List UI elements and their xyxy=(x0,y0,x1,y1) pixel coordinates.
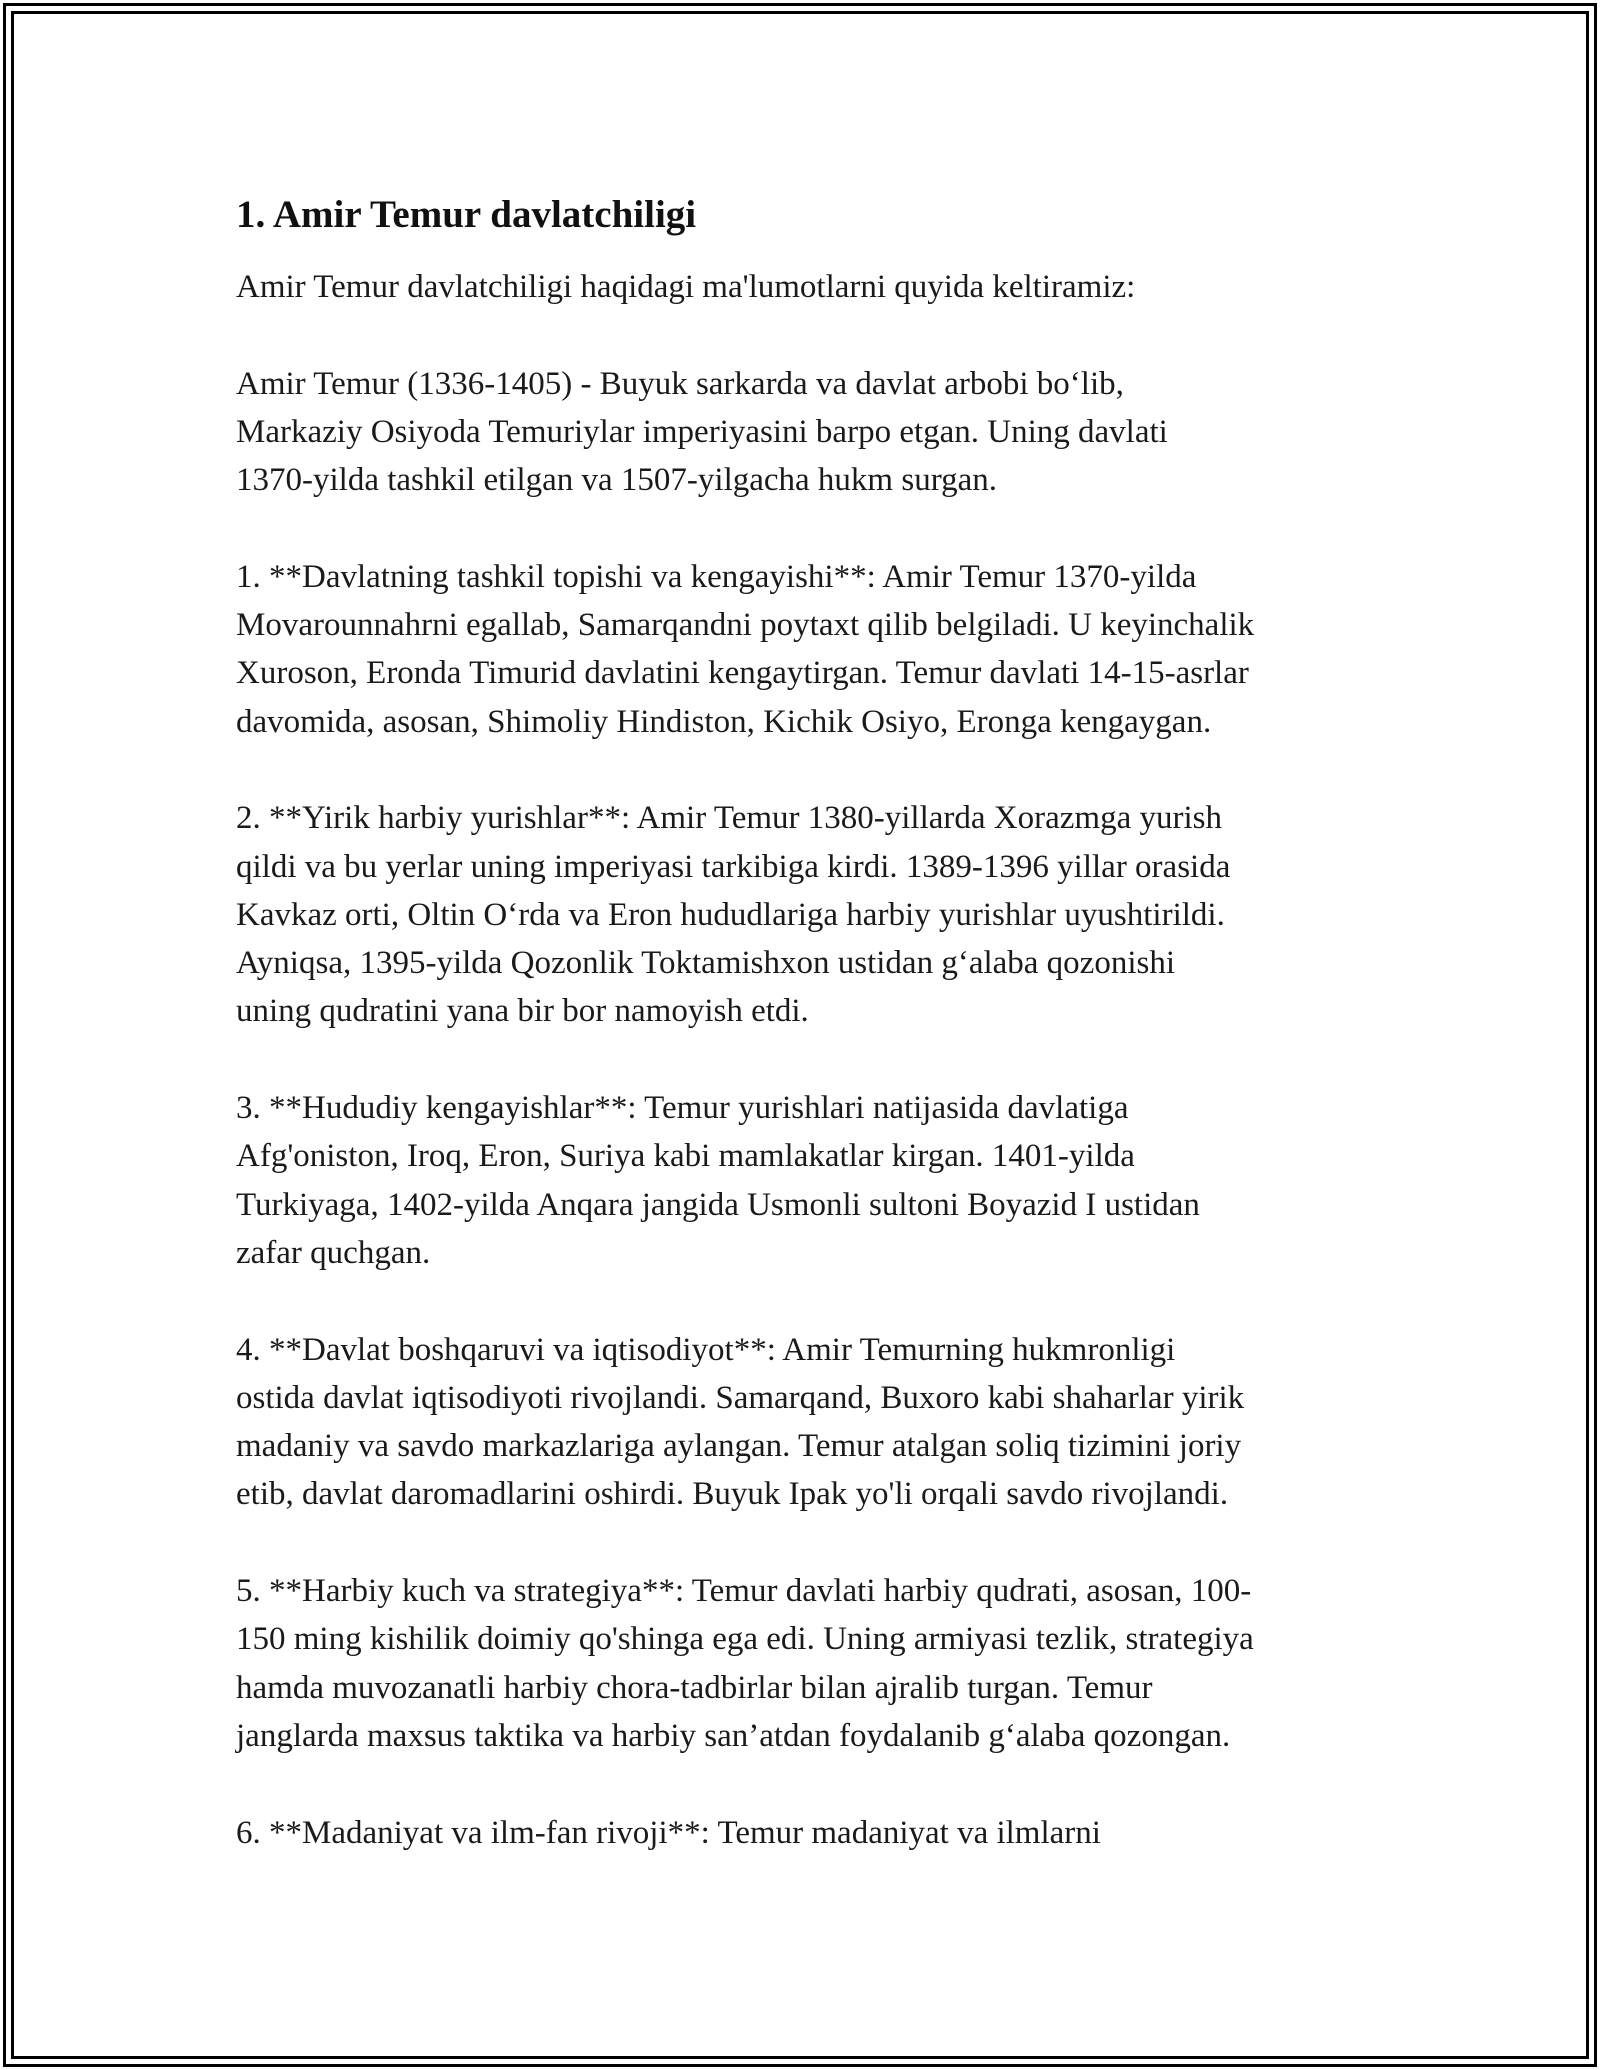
paragraph-line: hamda muvozanatli harbiy chora-tadbirlar bilan ajralib turgan. Temur xyxy=(236,1669,1153,1706)
paragraph-line: 2. **Yirik harbiy yurishlar**: Amir Temur 1380-yillarda Xorazmga yurish xyxy=(236,800,1222,837)
paragraph-line: davomida, asosan, Shimoliy Hindiston, Kichik Osiyo, Eronga kengaygan. xyxy=(236,703,1212,740)
paragraph-line: 5. **Harbiy kuch va strategiya**: Temur davlati harbiy qudrati, asosan, 100- xyxy=(236,1573,1252,1610)
paragraph-line: Amir Temur (1336-1405) - Buyuk sarkarda va davlat arbobi bo‘lib, xyxy=(236,365,1124,402)
paragraph-line: Markaziy Osiyoda Temuriylar imperiyasini barpo etgan. Uning davlati xyxy=(236,413,1168,450)
paragraph-line: uning qudratini yana bir bor namoyish etdi. xyxy=(236,993,809,1030)
paragraph-line: ostida davlat iqtisodiyoti rivojlandi. Samarqand, Buxoro kabi shaharlar yirik xyxy=(236,1379,1245,1416)
paragraph-line: etib, davlat daromadlarini oshirdi. Buyuk Ipak yo'li orqali savdo rivojlandi. xyxy=(236,1476,1229,1513)
paragraph-item-1 xyxy=(236,553,1376,746)
document-title: 1. Amir Temur davlatchiligi xyxy=(236,193,697,236)
paragraph-line: madaniy va savdo markazlariga aylangan. Temur atalgan soliq tizimini joriy xyxy=(236,1428,1242,1465)
paragraph-item-3 xyxy=(236,1084,1376,1277)
paragraph-line: 1. **Davlatning tashkil topishi va kengayishi**: Amir Temur 1370-yilda xyxy=(236,558,1197,595)
paragraph-line: Ayniqsa, 1395-yilda Qozonlik Toktamishxon ustidan g‘alaba qozonishi xyxy=(236,945,1176,982)
paragraph-line: Kavkaz orti, Oltin O‘rda va Eron hududlariga harbiy yurishlar uyushtirildi. xyxy=(236,896,1225,933)
document-body xyxy=(236,185,1376,1905)
paragraph-line: 3. **Hududiy kengayishlar**: Temur yurishlari natijasida davlatiga xyxy=(236,1090,1129,1127)
paragraph-line: janglarda maxsus taktika va harbiy san’atdan foydalanib g‘alaba qozongan. xyxy=(236,1717,1231,1754)
paragraph-line: 150 ming kishilik doimiy qo'shinga ega edi. Uning armiyasi tezlik, strategiya xyxy=(236,1621,1254,1658)
intro-paragraph: Amir Temur davlatchiligi haqidagi ma'lumotlarni quyida keltiramiz: xyxy=(236,269,1136,305)
paragraph-line: 4. **Davlat boshqaruvi va iqtisodiyot**: Amir Temurning hukmronligi xyxy=(236,1331,1176,1368)
paragraph-item-5 xyxy=(236,1567,1376,1760)
paragraph-line: 6. **Madaniyat va ilm-fan rivoji**: Temur madaniyat va ilmlarni xyxy=(236,1814,1101,1851)
paragraph-line: Movarounnahrni egallab, Samarqandni poytaxt qilib belgiladi. U keyinchalik xyxy=(236,607,1255,644)
paragraph-item-6 xyxy=(236,1809,1376,1857)
paragraph-line: 1370-yilda tashkil etilgan va 1507-yilgacha hukm surgan. xyxy=(236,462,997,499)
paragraph-overview xyxy=(236,360,1376,505)
paragraph-line: zafar quchgan. xyxy=(236,1234,431,1271)
paragraph-line: Afg'oniston, Iroq, Eron, Suriya kabi mamlakatlar kirgan. 1401-yilda xyxy=(236,1138,1135,1175)
paragraph-item-4 xyxy=(236,1326,1376,1519)
paragraph-line: qildi va bu yerlar uning imperiyasi tarkibiga kirdi. 1389-1396 yillar orasida xyxy=(236,848,1231,885)
paragraph-line: Xuroson, Eronda Timurid davlatini kengaytirgan. Temur davlati 14-15-asrlar xyxy=(236,655,1249,692)
paragraph-item-2 xyxy=(236,794,1376,1035)
paragraph-line: Turkiyaga, 1402-yilda Anqara jangida Usmonli sultoni Boyazid I ustidan xyxy=(236,1186,1200,1223)
